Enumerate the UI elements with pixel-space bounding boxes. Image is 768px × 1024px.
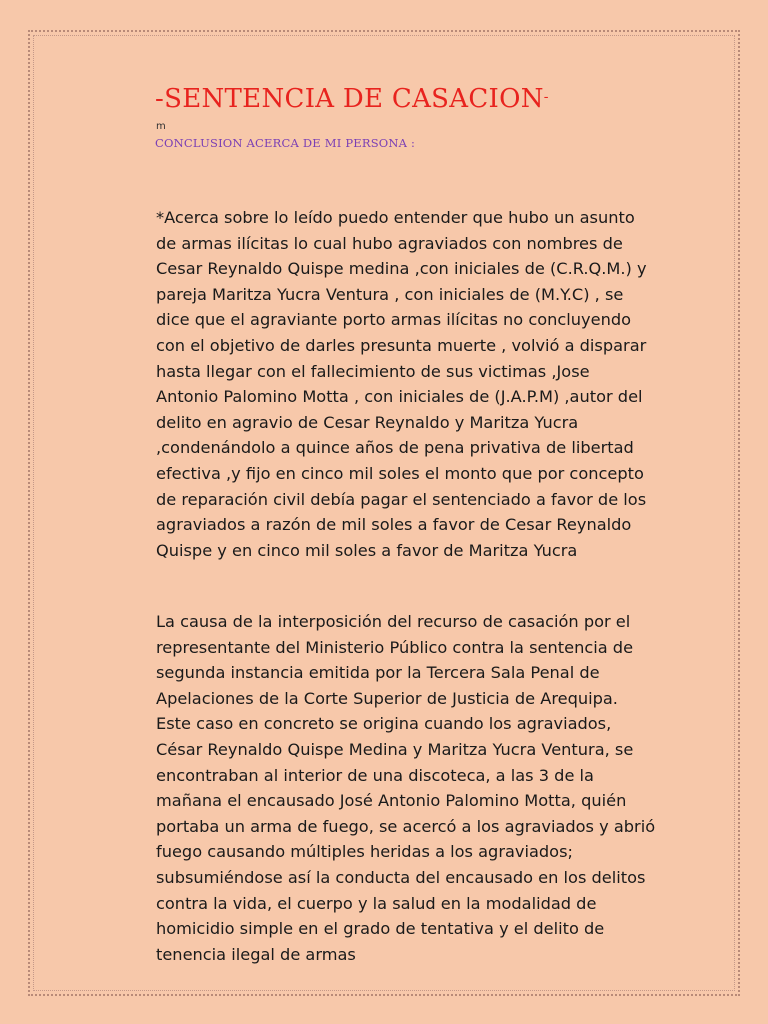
title-trailing-dash: - xyxy=(543,89,549,105)
paragraph-summary: *Acerca sobre lo leído puedo entender que hubo un asunto de armas ilícitas lo cual hubo agraviados con nombres de Cesar Reynaldo Quispe medina ,con iniciales de (C.R.Q.M.) y pareja Maritza Yucra Ventura , con iniciales de (M.Y.C) , se dice que el agraviante porto armas ilícitas no concluyendo con el objetivo de darles presunta muerte , volvió a disparar hasta llegar con el fallecimiento de sus victimas ,Jose Antonio Palomino Motta , con iniciales de (J.A.P.M) ,autor del delito en agravio de Cesar Reynaldo y Maritza Yucra ,condenándolo a quince años de pena privativa de libertad efectiva ,y fijo en cinco mil soles el monto que por concepto de reparación civil debía pagar el sentenciado a favor de los agraviados a razón de mil soles a favor de Cesar Reynaldo Quispe y en cinco mil soles a favor de Maritza Yucra xyxy=(156,208,647,560)
title-text: -SENTENCIA DE CASACION xyxy=(155,84,544,114)
document-title xyxy=(155,84,549,114)
document-subtitle: CONCLUSION ACERCA DE MI PERSONA : xyxy=(155,136,416,150)
stray-marker: m xyxy=(156,121,166,132)
paragraph-cause: La causa de la interposición del recurso de casación por el representante del Ministerio Público contra la sentencia de segunda instancia emitida por la Tercera Sala Penal de Apelaciones de la Corte Superior de Justicia de Arequipa. Este caso en concreto se origina cuando los agraviados, César Reynaldo Quispe Medina y Maritza Yucra Ventura, se encontraban al interior de una discoteca, a las 3 de la mañana el encausado José Antonio Palomino Motta, quién portaba un arma de fuego, se acercó a los agraviados y abrió fuego causando múltiples heridas a los agraviados; subsumiéndose así la conducta del encausado en los delitos contra la vida, el cuerpo y la salud en la modalidad de homicidio simple en el grado de tentativa y el delito de tenencia ilegal de armas xyxy=(156,612,656,964)
